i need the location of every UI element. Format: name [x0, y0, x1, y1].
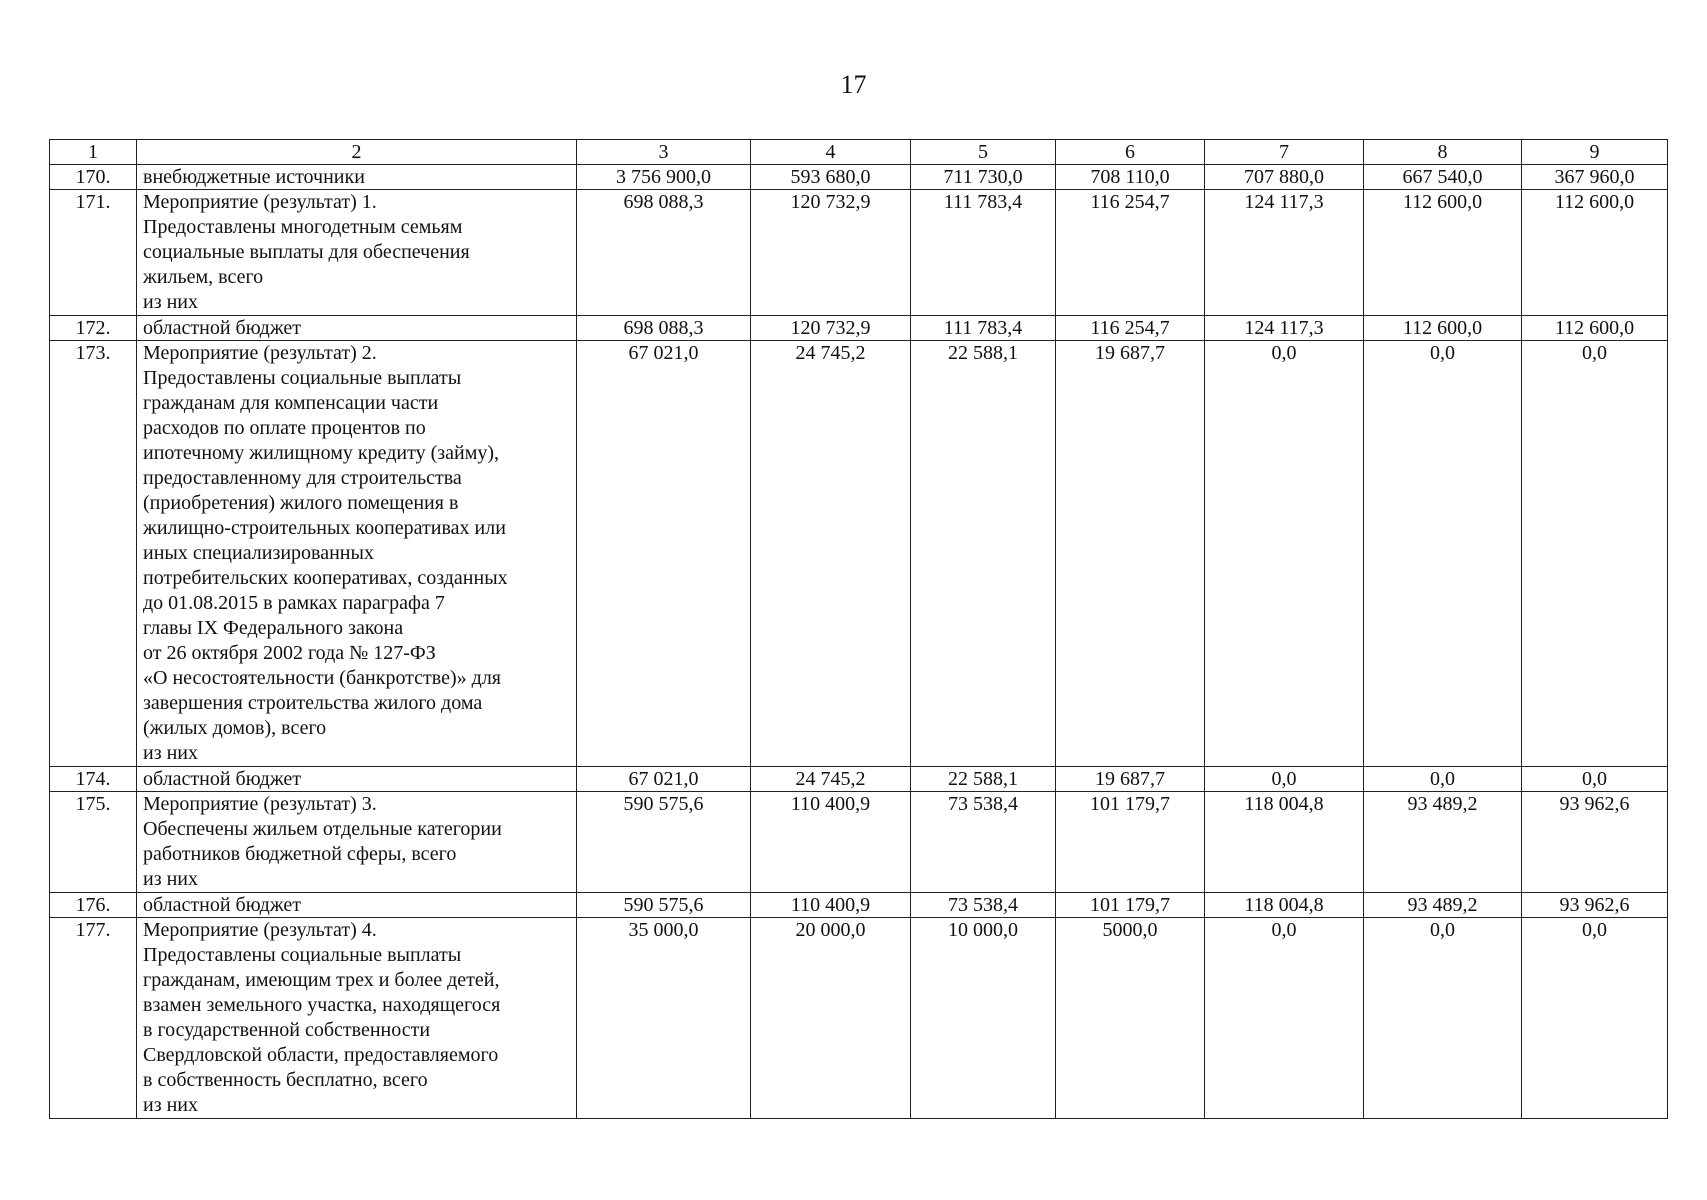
description-line: расходов по оплате процентов по: [143, 417, 426, 439]
description-line: Свердловской области, предоставляемого: [143, 1044, 499, 1066]
value-cell: 101 179,7: [1056, 792, 1205, 893]
value-cell: 67 021,0: [577, 767, 751, 792]
description-line: из них: [143, 291, 199, 313]
row-number: 172.: [50, 316, 137, 341]
value-cell: 93 489,2: [1364, 893, 1522, 918]
value-cell: 111 783,4: [911, 190, 1056, 316]
value-cell: 0,0: [1522, 918, 1668, 1119]
value-cell: 698 088,3: [577, 316, 751, 341]
description-line: Мероприятие (результат) 4.: [143, 919, 377, 941]
value-cell: 3 756 900,0: [577, 165, 751, 190]
row-description: [137, 767, 577, 792]
value-cell: 93 962,6: [1522, 792, 1668, 893]
value-cell: 22 588,1: [911, 341, 1056, 767]
row-number: 173.: [50, 341, 137, 767]
description-line: (жилых домов), всего: [143, 717, 327, 739]
table-row: [50, 316, 1668, 341]
row-description: [137, 918, 577, 1119]
value-cell: 590 575,6: [577, 792, 751, 893]
page-number: 17: [840, 70, 867, 99]
value-cell: 707 880,0: [1205, 165, 1364, 190]
header-cell: 6: [1056, 140, 1205, 165]
value-cell: 112 600,0: [1364, 190, 1522, 316]
description-line: в государственной собственности: [143, 1019, 431, 1041]
description-line: Мероприятие (результат) 1.: [143, 191, 377, 213]
description-line: Обеспечены жильем отдельные категории: [143, 818, 502, 840]
description-line: из них: [143, 1094, 199, 1116]
header-cell: 4: [751, 140, 911, 165]
value-cell: 0,0: [1364, 918, 1522, 1119]
value-cell: 0,0: [1205, 767, 1364, 792]
row-number: 177.: [50, 918, 137, 1119]
header-cell: 8: [1364, 140, 1522, 165]
value-cell: 0,0: [1205, 918, 1364, 1119]
description-line: от 26 октября 2002 года № 127-ФЗ: [143, 642, 436, 664]
value-cell: 116 254,7: [1056, 190, 1205, 316]
value-cell: 367 960,0: [1522, 165, 1668, 190]
value-cell: 35 000,0: [577, 918, 751, 1119]
value-cell: 10 000,0: [911, 918, 1056, 1119]
value-cell: 0,0: [1522, 341, 1668, 767]
row-description: [137, 341, 577, 767]
value-cell: 711 730,0: [911, 165, 1056, 190]
value-cell: 0,0: [1364, 767, 1522, 792]
row-description: [137, 316, 577, 341]
description-line: из них: [143, 868, 199, 890]
description-line: социальные выплаты для обеспечения: [143, 241, 470, 263]
budget-table: [49, 139, 1668, 1119]
description-line: завершения строительства жилого дома: [143, 692, 483, 714]
table-row: [50, 792, 1668, 893]
value-cell: 110 400,9: [751, 893, 911, 918]
description-line: в собственность бесплатно, всего: [143, 1069, 428, 1091]
description-line: гражданам для компенсации части: [143, 392, 439, 414]
header-cell: 3: [577, 140, 751, 165]
description-line: взамен земельного участка, находящегося: [143, 994, 501, 1016]
description-line: внебюджетные источники: [143, 166, 365, 188]
value-cell: 124 117,3: [1205, 316, 1364, 341]
value-cell: 112 600,0: [1522, 190, 1668, 316]
value-cell: 5000,0: [1056, 918, 1205, 1119]
description-line: главы IX Федерального закона: [143, 617, 404, 639]
value-cell: 111 783,4: [911, 316, 1056, 341]
header-cell: 7: [1205, 140, 1364, 165]
description-line: Предоставлены социальные выплаты: [143, 367, 462, 389]
row-number: 175.: [50, 792, 137, 893]
value-cell: 0,0: [1364, 341, 1522, 767]
row-number: 170.: [50, 165, 137, 190]
value-cell: 112 600,0: [1522, 316, 1668, 341]
value-cell: 73 538,4: [911, 893, 1056, 918]
value-cell: 120 732,9: [751, 316, 911, 341]
value-cell: 0,0: [1522, 767, 1668, 792]
header-cell: 1: [50, 140, 137, 165]
description-line: Мероприятие (результат) 3.: [143, 793, 377, 815]
row-number: 171.: [50, 190, 137, 316]
row-number: 176.: [50, 893, 137, 918]
row-description: [137, 893, 577, 918]
value-cell: 22 588,1: [911, 767, 1056, 792]
description-line: областной бюджет: [143, 894, 302, 916]
table-row: [50, 190, 1668, 316]
description-line: ипотечному жилищному кредиту (займу),: [143, 442, 500, 464]
header-cell: 5: [911, 140, 1056, 165]
description-line: предоставленному для строительства: [143, 467, 462, 489]
value-cell: 24 745,2: [751, 767, 911, 792]
header-row: [50, 140, 1668, 165]
description-line: областной бюджет: [143, 768, 302, 790]
value-cell: 118 004,8: [1205, 792, 1364, 893]
value-cell: 73 538,4: [911, 792, 1056, 893]
description-line: Предоставлены социальные выплаты: [143, 944, 462, 966]
row-description: [137, 165, 577, 190]
value-cell: 708 110,0: [1056, 165, 1205, 190]
header-cell: 9: [1522, 140, 1668, 165]
value-cell: 24 745,2: [751, 341, 911, 767]
value-cell: 120 732,9: [751, 190, 911, 316]
description-line: «О несостоятельности (банкротстве)» для: [143, 667, 501, 689]
value-cell: 698 088,3: [577, 190, 751, 316]
value-cell: 19 687,7: [1056, 341, 1205, 767]
value-cell: 93 489,2: [1364, 792, 1522, 893]
description-line: из них: [143, 742, 199, 764]
row-number: 174.: [50, 767, 137, 792]
value-cell: 20 000,0: [751, 918, 911, 1119]
description-line: областной бюджет: [143, 317, 302, 339]
value-cell: 112 600,0: [1364, 316, 1522, 341]
value-cell: 19 687,7: [1056, 767, 1205, 792]
description-line: Мероприятие (результат) 2.: [143, 342, 377, 364]
description-line: жильем, всего: [143, 266, 264, 288]
table-row: [50, 918, 1668, 1119]
description-line: работников бюджетной сферы, всего: [143, 843, 457, 865]
table-row: [50, 893, 1668, 918]
value-cell: 124 117,3: [1205, 190, 1364, 316]
value-cell: 590 575,6: [577, 893, 751, 918]
description-line: (приобретения) жилого помещения в: [143, 492, 459, 514]
row-description: [137, 190, 577, 316]
value-cell: 93 962,6: [1522, 893, 1668, 918]
description-line: Предоставлены многодетным семьям: [143, 216, 463, 238]
description-line: потребительских кооперативах, созданных: [143, 567, 508, 589]
value-cell: 118 004,8: [1205, 893, 1364, 918]
value-cell: 116 254,7: [1056, 316, 1205, 341]
value-cell: 0,0: [1205, 341, 1364, 767]
value-cell: 67 021,0: [577, 341, 751, 767]
table-row: [50, 341, 1668, 767]
value-cell: 110 400,9: [751, 792, 911, 893]
table-body: [50, 140, 1668, 1119]
description-line: иных специализированных: [143, 542, 374, 564]
value-cell: 101 179,7: [1056, 893, 1205, 918]
header-cell: 2: [137, 140, 577, 165]
description-line: до 01.08.2015 в рамках параграфа 7: [143, 592, 445, 614]
table-row: [50, 165, 1668, 190]
table-row: [50, 767, 1668, 792]
row-description: [137, 792, 577, 893]
value-cell: 667 540,0: [1364, 165, 1522, 190]
description-line: жилищно-строительных кооперативах или: [143, 517, 506, 539]
value-cell: 593 680,0: [751, 165, 911, 190]
description-line: гражданам, имеющим трех и более детей,: [143, 969, 500, 991]
